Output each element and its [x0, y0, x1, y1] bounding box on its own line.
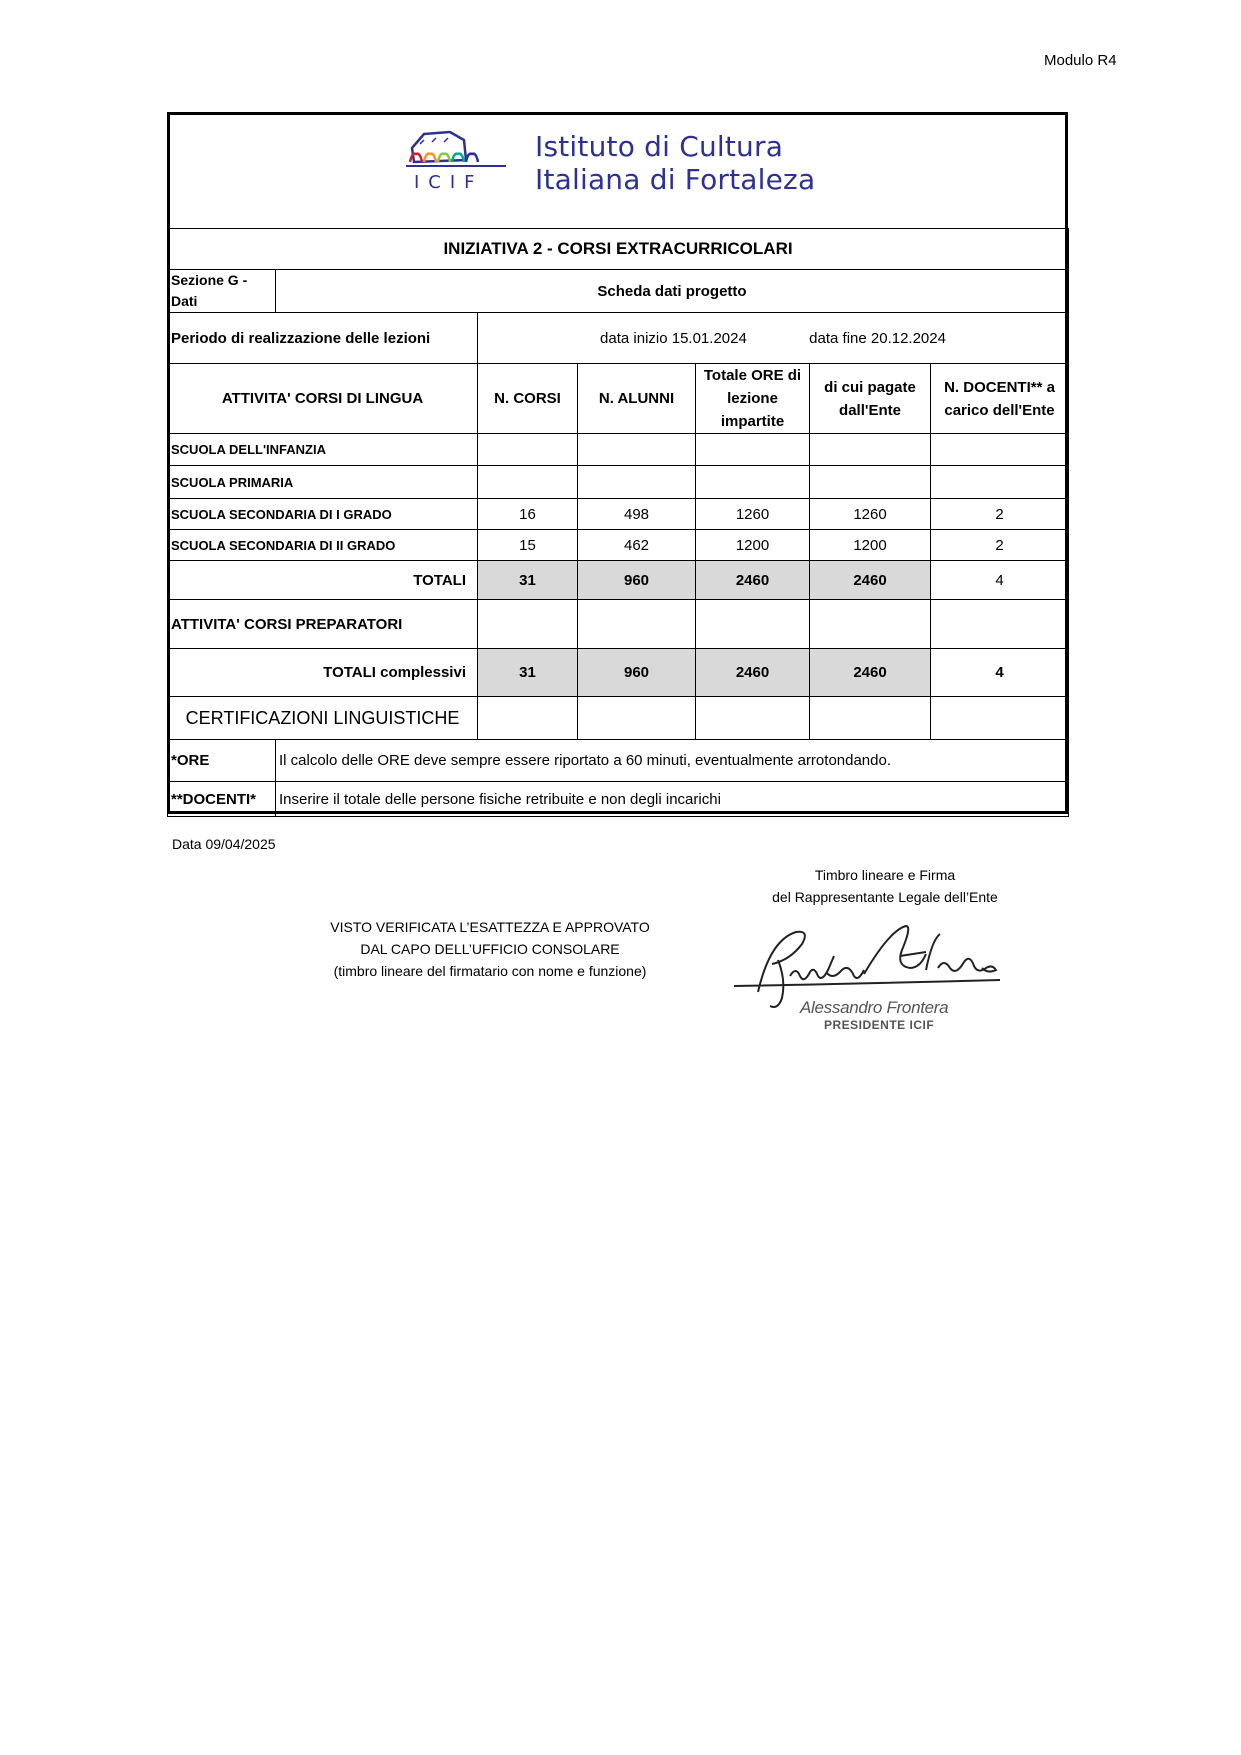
total-pagate: 2460: [810, 561, 931, 600]
total-ore: 2460: [696, 561, 810, 600]
table-row: [168, 499, 1069, 530]
row-label: SCUOLA DELL'INFANZIA: [168, 434, 478, 466]
cell-docenti: 2: [931, 530, 1069, 561]
cell-alunni: 498: [578, 499, 696, 530]
section-heading: Scheda dati progetto: [276, 270, 1069, 313]
table-row: [168, 530, 1069, 561]
grand-totals-row: [168, 649, 1069, 697]
cell-docenti: 2: [931, 499, 1069, 530]
grand-totals-label: TOTALI complessivi: [168, 649, 478, 697]
cell-docenti: [931, 434, 1069, 466]
note-key-ore: *ORE: [168, 740, 276, 782]
svg-text:ICIF: ICIF: [414, 172, 484, 193]
note-row: [168, 740, 1069, 782]
consular-line3: (timbro lineare del firmatario con nome e funzione): [333, 963, 647, 979]
totals-label: TOTALI: [168, 561, 478, 600]
consular-line2: DAL CAPO DELL’UFFICIO CONSOLARE: [360, 941, 620, 957]
cell-docenti: [931, 466, 1069, 499]
consular-line1: VISTO VERIFICATA L’ESATTEZZA E APPROVATO: [330, 919, 650, 935]
period-end: data fine 20.12.2024: [809, 329, 946, 347]
org-name-line1: Istituto di Cultura: [535, 130, 784, 163]
cell-ore: 1260: [696, 499, 810, 530]
cell-ore: 1200: [696, 530, 810, 561]
grand-total-ore: 2460: [696, 649, 810, 697]
stamp-name: Alessandro Frontera: [800, 998, 949, 1017]
period-start: data inizio 15.01.2024: [600, 329, 747, 347]
signature-caption-line1: Timbro lineare e Firma: [814, 867, 956, 883]
row-label: SCUOLA PRIMARIA: [168, 466, 478, 499]
grand-total-pagate: 2460: [810, 649, 931, 697]
cell-ore: [696, 434, 810, 466]
cell-corsi: 16: [478, 499, 578, 530]
header-n-alunni: N. ALUNNI: [578, 364, 696, 434]
row-label: SCUOLA SECONDARIA DI I GRADO: [168, 499, 478, 530]
table-row: [168, 434, 1069, 466]
header-docenti: N. DOCENTI** a carico dell'Ente: [931, 364, 1069, 434]
header-activity: ATTIVITA' CORSI DI LINGUA: [168, 364, 478, 434]
certificazioni-label: CERTIFICAZIONI LINGUISTICHE: [168, 697, 478, 740]
org-name-line2: Italiana di Fortaleza: [535, 163, 816, 196]
period-label: Periodo di realizzazione delle lezioni: [168, 313, 478, 364]
header-ore: Totale ORE di lezione impartite: [696, 364, 810, 434]
row-label: SCUOLA SECONDARIA DI II GRADO: [168, 530, 478, 561]
cell-pagate: [810, 466, 931, 499]
icif-logo: [402, 126, 512, 196]
note-key-docenti: **DOCENTI*: [168, 782, 276, 817]
consular-approval: [290, 916, 690, 982]
totals-row: [168, 561, 1069, 600]
grand-total-alunni: 960: [578, 649, 696, 697]
grand-total-corsi: 31: [478, 649, 578, 697]
form-title: INIZIATIVA 2 - CORSI EXTRACURRICOLARI: [168, 229, 1069, 270]
cell-alunni: [578, 434, 696, 466]
data-table: [167, 228, 1069, 817]
signature-caption-line2: del Rappresentante Legale dell’Ente: [772, 889, 998, 905]
signature-caption: [700, 864, 1070, 908]
cell-pagate: 1200: [810, 530, 931, 561]
note-row: [168, 782, 1069, 817]
cell-pagate: [810, 434, 931, 466]
header-n-corsi: N. CORSI: [478, 364, 578, 434]
preparatori-label: ATTIVITA' CORSI PREPARATORI: [168, 600, 478, 649]
total-docenti: 4: [931, 561, 1069, 600]
note-text-docenti: Inserire il totale delle persone fisiche retribuite e non degli incarichi: [276, 782, 1069, 817]
document-date: Data 09/04/2025: [172, 836, 276, 852]
cell-alunni: 462: [578, 530, 696, 561]
total-corsi: 31: [478, 561, 578, 600]
stamp-role: PRESIDENTE ICIF: [824, 1018, 935, 1032]
cell-corsi: 15: [478, 530, 578, 561]
preparatori-row: [168, 600, 1069, 649]
certificazioni-row: [168, 697, 1069, 740]
cell-ore: [696, 466, 810, 499]
module-code: Modulo R4: [1044, 52, 1117, 69]
total-alunni: 960: [578, 561, 696, 600]
cell-alunni: [578, 466, 696, 499]
period-dates: [478, 313, 1069, 364]
grand-total-docenti: 4: [931, 649, 1069, 697]
cell-corsi: [478, 434, 578, 466]
table-row: [168, 466, 1069, 499]
cell-corsi: [478, 466, 578, 499]
section-label: Sezione G - Dati: [168, 270, 276, 313]
header-pagate: di cui pagate dall'Ente: [810, 364, 931, 434]
cell-pagate: 1260: [810, 499, 931, 530]
note-text-ore: Il calcolo delle ORE deve sempre essere riportato a 60 minuti, eventualmente arrotondando.: [276, 740, 1069, 782]
